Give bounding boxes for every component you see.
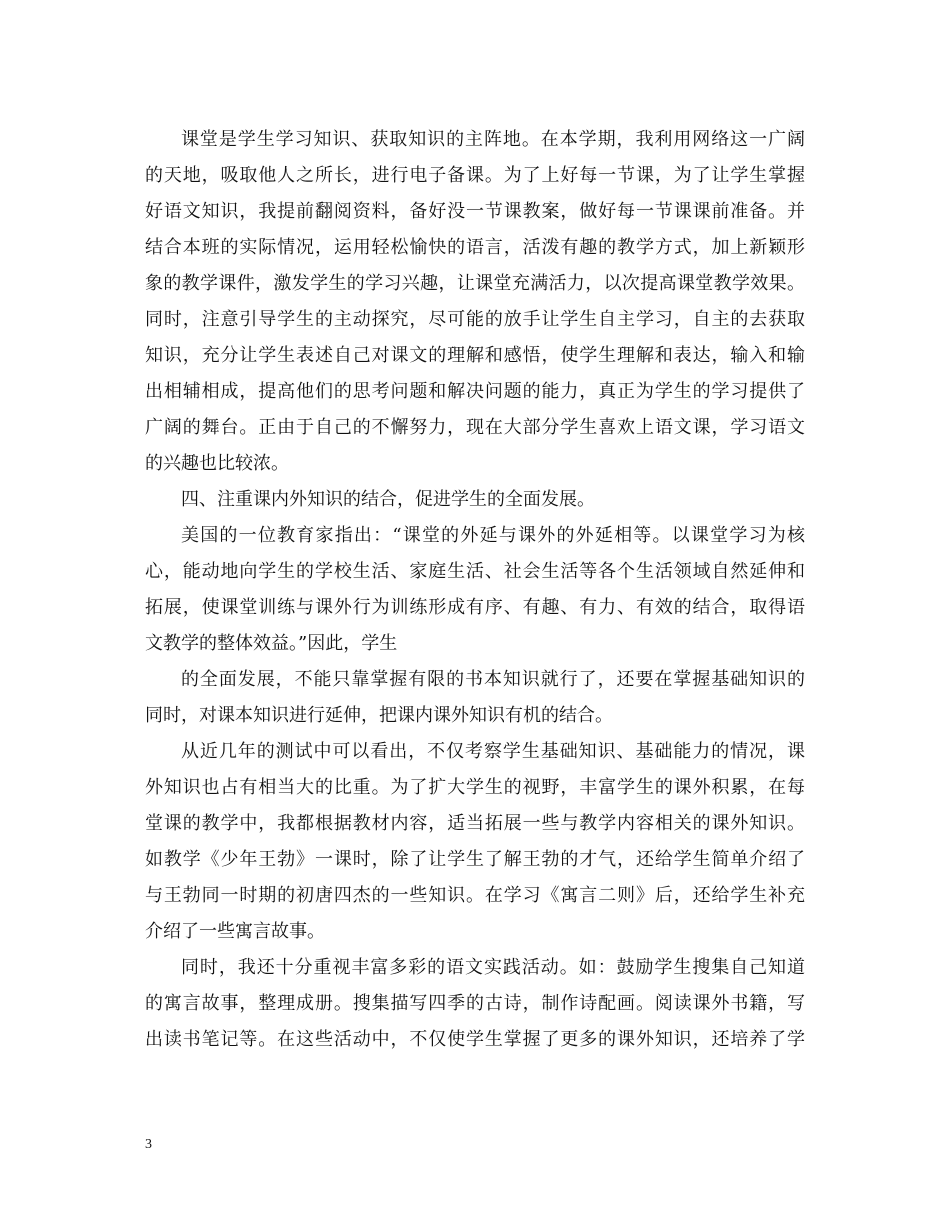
text-line: 好语文知识，我提前翻阅资料，备好没一节课教案，做好每一节课课前准备。并 [145,201,805,222]
text-line: 如教学《少年王勃》一课时，除了让学生了解王勃的才气，还给学生简单介绍了 [145,849,805,870]
text-line: 知识，充分让学生表述自己对课文的理解和感悟，使学生理解和表达，输入和输 [145,345,805,366]
text-line: 广阔的舞台。正由于自己的不懈努力，现在大部分学生喜欢上语文课，学习语文 [145,417,805,438]
text-line: 外知识也占有相当大的比重。为了扩大学生的视野，丰富学生的课外积累，在每 [145,777,805,798]
text-line: 的天地，吸取他人之所长，进行电子备课。为了上好每一节课，为了让学生掌握 [145,165,805,186]
text-line: 结合本班的实际情况，运用轻松愉快的语言，活泼有趣的教学方式，加上新颖形 [145,237,805,258]
text-line: 美国的一位教育家指出：“课堂的外延与课外的外延相等。以课堂学习为核 [181,525,805,546]
text-line: 心，能动地向学生的学校生活、家庭生活、社会生活等各个生活领域自然延伸和 [145,561,805,582]
text-line: 象的教学课件，激发学生的学习兴趣，让课堂充满活力，以次提高课堂教学效果。 [145,273,805,294]
page-number: 3 [145,1137,152,1152]
text-line: 的兴趣也比较浓。 [145,453,289,474]
text-line: 同时，我还十分重视丰富多彩的语文实践活动。如：鼓励学生搜集自己知道 [181,957,805,978]
text-line: 课堂是学生学习知识、获取知识的主阵地。在本学期，我利用网络这一广阔 [181,129,805,150]
text-line: 与王勃同一时期的初唐四杰的一些知识。在学习《寓言二则》后，还给学生补充 [145,885,805,906]
text-line: 文教学的整体效益。”因此，学生 [145,633,398,654]
text-line: 出相辅相成，提高他们的思考问题和解决问题的能力，真正为学生的学习提供了 [145,381,805,402]
text-line: 介绍了一些寓言故事。 [145,921,325,942]
text-line: 堂课的教学中，我都根据教材内容，适当拓展一些与教学内容相关的课外知识。 [145,813,805,834]
text-line: 的寓言故事，整理成册。搜集描写四季的古诗，制作诗配画。阅读课外书籍，写 [145,993,805,1014]
text-line: 出读书笔记等。在这些活动中，不仅使学生掌握了更多的课外知识，还培养了学 [145,1029,805,1050]
text-line: 同时，注意引导学生的主动探究，尽可能的放手让学生自主学习，自主的去获取 [145,309,805,330]
text-line: 从近几年的测试中可以看出，不仅考察学生基础知识、基础能力的情况，课 [181,741,805,762]
text-line: 同时，对课本知识进行延伸，把课内课外知识有机的结合。 [145,705,613,726]
text-line: 拓展，使课堂训练与课外行为训练形成有序、有趣、有力、有效的结合，取得语 [145,597,805,618]
text-line: 的全面发展，不能只靠掌握有限的书本知识就行了，还要在掌握基础知识的 [181,669,805,690]
section-heading: 四、注重课内外知识的结合，促进学生的全面发展。 [181,489,595,510]
